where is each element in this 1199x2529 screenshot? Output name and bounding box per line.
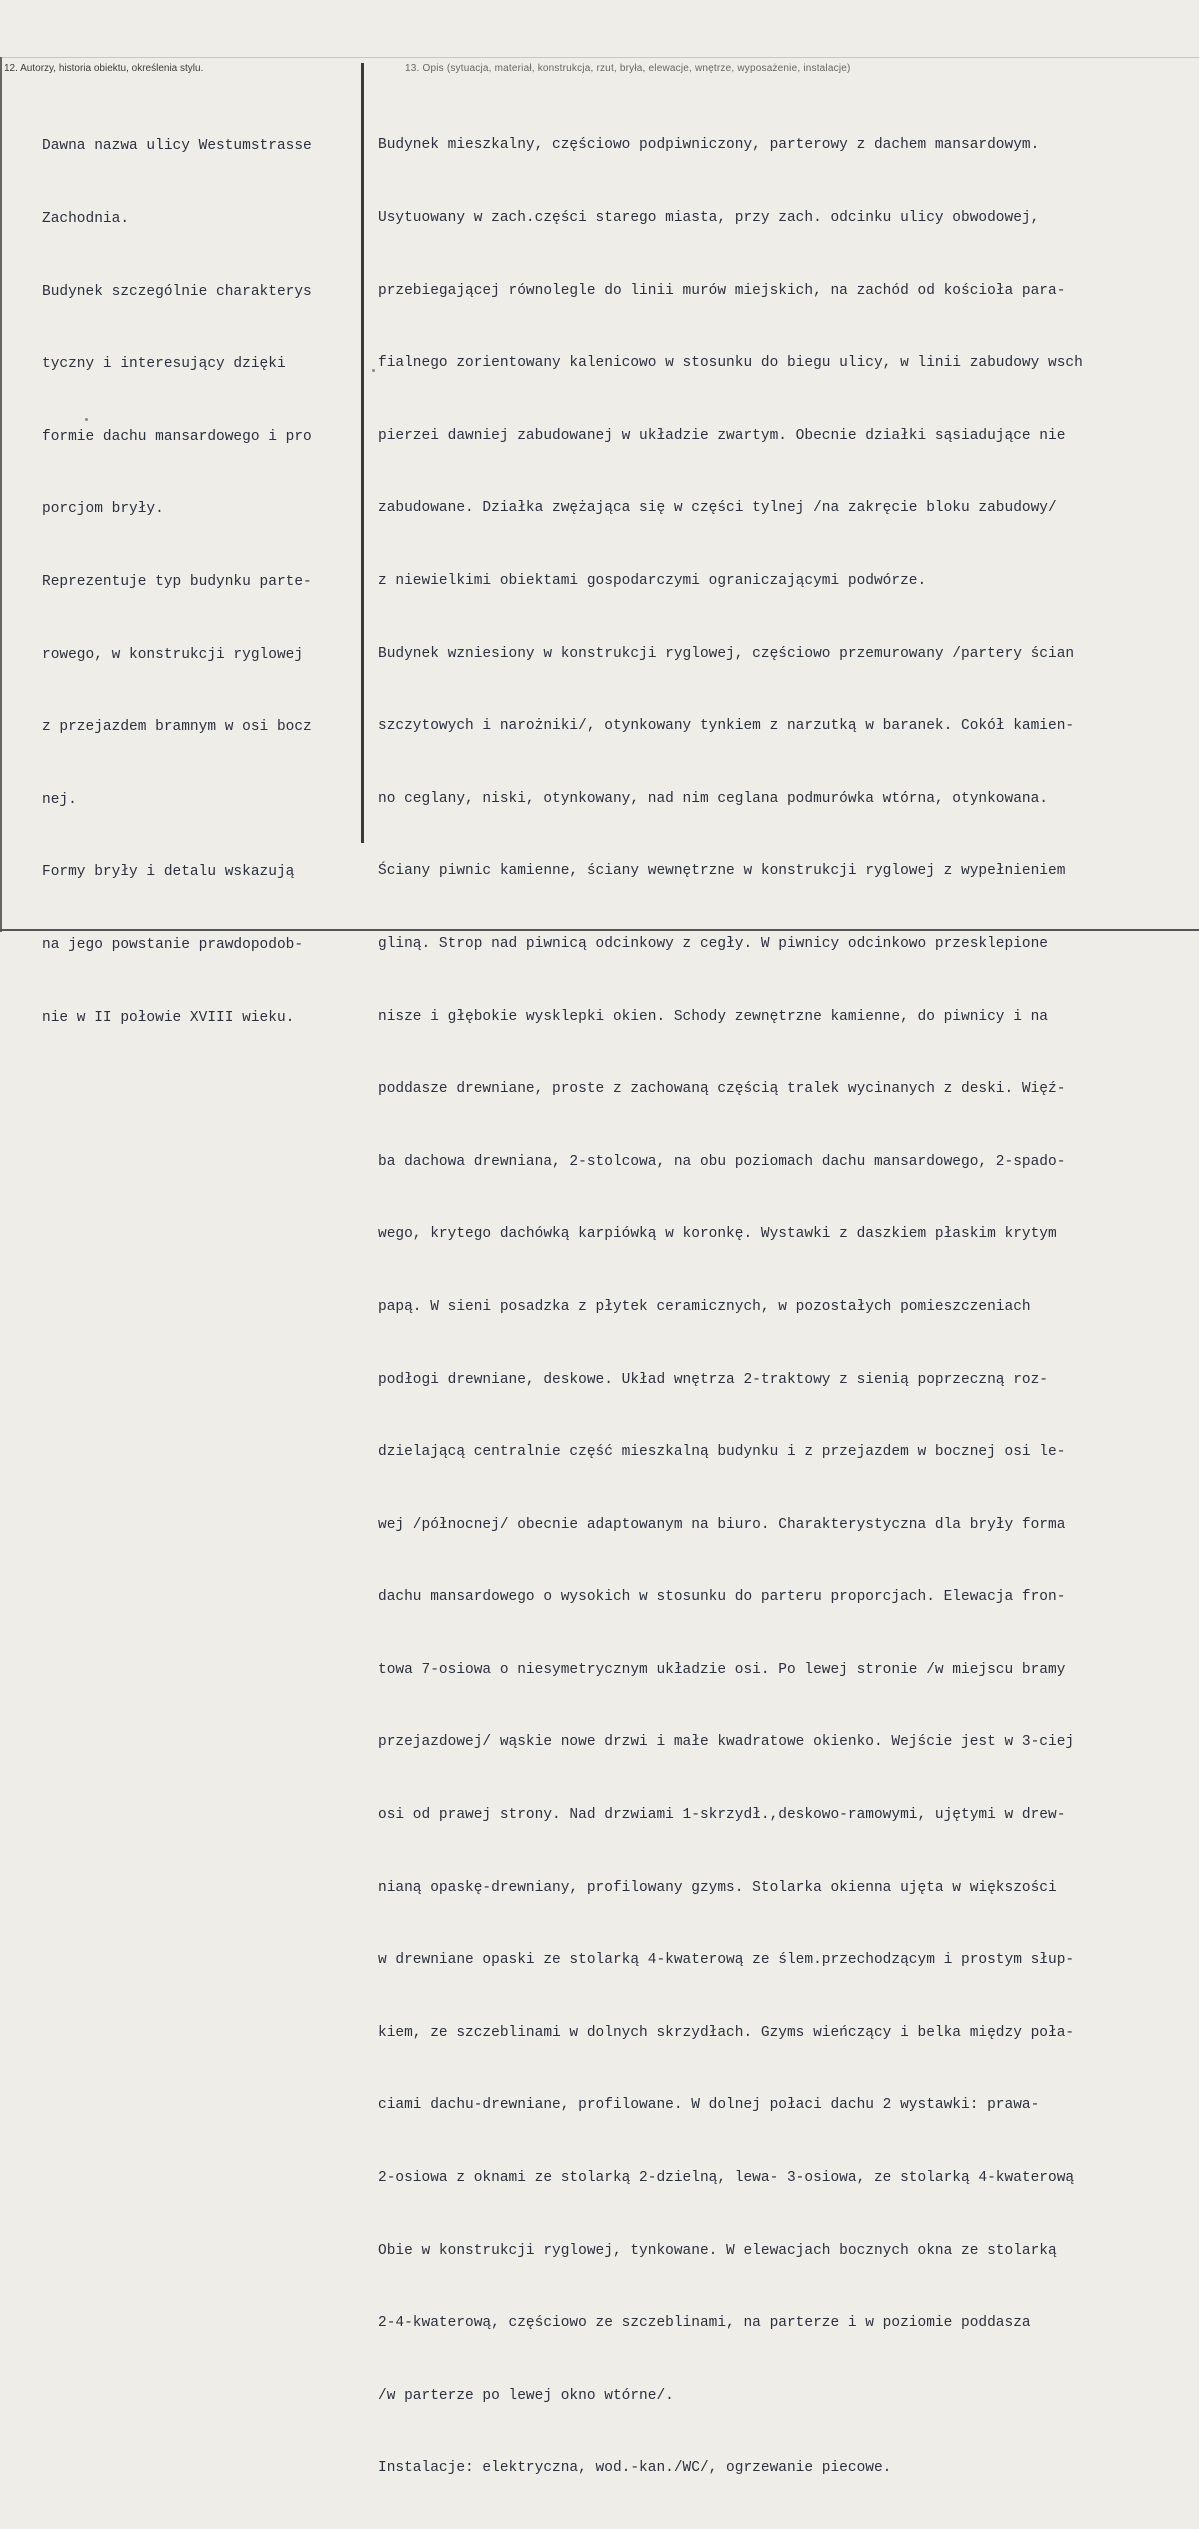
text-line: wego, krytego dachówką karpiówką w koronkę. Wystawki z daszkiem płaskim krytym [378,1226,1057,1243]
text-line: fialnego zorientowany kalenicowo w stosunku do biegu ulicy, w linii zabudowy wsch [378,355,1083,372]
text-line: no ceglany, niski, otynkowany, nad nim ceglana podmurówka wtórna, otynkowana. [378,790,1049,807]
text-line: Usytuowany w zach.części starego miasta, przy zach. odcinku ulicy obwodowej, [378,210,1040,226]
text-line: porcjom bryły. [42,501,164,518]
section-13-header: 13. Opis (sytuacja, materiał, konstrukcja, rzut, bryła, elewacje, wnętrze, wyposażenie, instalacje) [405,63,851,74]
text-line: Zachodnia. [42,211,130,227]
text-line: podłogi drewniane, deskowe. Układ wnętrza 2-traktowy z sienią poprzeczną roz- [378,1371,1049,1388]
text-line: formie dachu mansardowego i pro [42,428,312,445]
text-line: Budynek wzniesiony w konstrukcji ryglowej, częściowo przemurowany /partery ścian [378,645,1075,662]
text-line: z przejazdem bramnym w osi bocz [42,719,312,736]
text-line: Instalacje: elektryczna, wod.-kan./WC/, ogrzewanie piecowe. [378,2460,892,2477]
text-line: Ściany piwnic kamienne, ściany wewnętrzne w konstrukcji ryglowej z wypełnieniem [378,863,1066,880]
text-line: na jego powstanie prawdopodob- [42,936,304,953]
text-line: ba dachowa drewniana, 2-stolcowa, na obu poziomach dachu mansardowego, 2-spado- [378,1153,1066,1170]
text-line: dzielającą centralnie część mieszkalną budynku i z przejazdem w bocznej osi le- [378,1444,1066,1461]
text-line: gliną. Strop nad piwnicą odcinkowy z cegły. W piwnicy odcinkowo przesklepione [378,935,1049,952]
text-line: zabudowane. Działka zwężająca się w części tylnej /na zakręcie bloku zabudowy/ [378,500,1057,517]
text-line: wej /północnej/ obecnie adaptowanym na biuro. Charakterystyczna dla bryły forma [378,1516,1066,1533]
text-line: nej. [42,791,77,808]
text-line: Budynek mieszkalny, częściowo podpiwniczony, parterowy z dachem mansardowym. [378,137,1040,154]
text-line: papą. W sieni posadzka z płytek ceramicznych, w pozostałych pomieszczeniach [378,1298,1031,1315]
text-line: pierzei dawniej zabudowanej w układzie zwartym. Obecnie działki sąsiadujące nie [378,427,1066,444]
text-line: ciami dachu-drewniane, profilowane. W dolnej połaci dachu 2 wystawki: prawa- [378,2097,1040,2114]
history-text-column [42,86,360,1078]
text-line: 2-4-kwaterową, częściowo ze szczeblinami, na parterze i w poziomie poddasza [378,2315,1031,2332]
text-line: poddasze drewniane, proste z zachowaną częścią tralek wycinanych z deski. Więź- [378,1081,1066,1098]
text-line: Budynek szczególnie charakterys [42,283,312,300]
text-line: nisze i głębokie wysklepki okien. Schody zewnętrzne kamienne, do piwnicy i na [378,1008,1049,1025]
text-line: nianą opaskę-drewniany, profilowany gzyms. Stolarka okienna ujęta w większości [378,1879,1057,1896]
text-line: rowego, w konstrukcji ryglowej [42,646,304,663]
text-line: nie w II połowie XVIII wieku. [42,1009,295,1026]
text-line: tyczny i interesujący dzięki [42,356,286,373]
left-border-rule [0,57,2,932]
text-line: przebiegającej równolegle do linii murów miejskich, na zachód od kościoła para- [378,282,1066,299]
text-line: z niewielkimi obiektami gospodarczymi ograniczającymi podwórze. [378,572,927,589]
text-line: przejazdowej/ wąskie nowe drzwi i małe kwadratowe okienko. Wejście jest w 3-ciej [378,1734,1075,1751]
text-line: Dawna nazwa ulicy Westumstrasse [42,138,312,155]
text-line: szczytowych i narożniki/, otynkowany tynkiem z narzutką w baranek. Cokół kamien- [378,718,1075,735]
section-12-header: 12. Autorzy, historia obiektu, określenia stylu. [4,63,204,74]
text-line: Reprezentuje typ budynku parte- [42,573,312,590]
text-line: dachu mansardowego o wysokich w stosunku do parteru proporcjach. Elewacja fron- [378,1589,1066,1606]
text-line: kiem, ze szczeblinami w dolnych skrzydłach. Gzyms wieńczący i belka między poła- [378,2024,1075,2041]
text-line: osi od prawej strony. Nad drzwiami 1-skrzydł.,deskowo-ramowymi, ujętymi w drew- [378,1807,1066,1824]
paper-speck [372,369,375,372]
text-line: Obie w konstrukcji ryglowej, tynkowane. W elewacjach bocznych okna ze stolarką [378,2242,1057,2259]
text-line: 2-osiowa z oknami ze stolarką 2-dzielną, lewa- 3-osiowa, ze stolarką 4-kwaterową [378,2170,1075,2187]
column-divider [361,63,364,843]
text-line: Formy bryły i detalu wskazują [42,864,295,881]
top-rule [0,57,1199,58]
text-line: towa 7-osiowa o niesymetrycznym układzie osi. Po lewej stronie /w miejscu bramy [378,1661,1066,1678]
description-text-column [378,85,1199,2529]
text-line: /w parterze po lewej okno wtórne/. [378,2387,674,2404]
text-line: w drewniane opaski ze stolarką 4-kwaterową ze ślem.przechodzącym i prostym słup- [378,1952,1075,1969]
paper-speck [85,418,88,421]
